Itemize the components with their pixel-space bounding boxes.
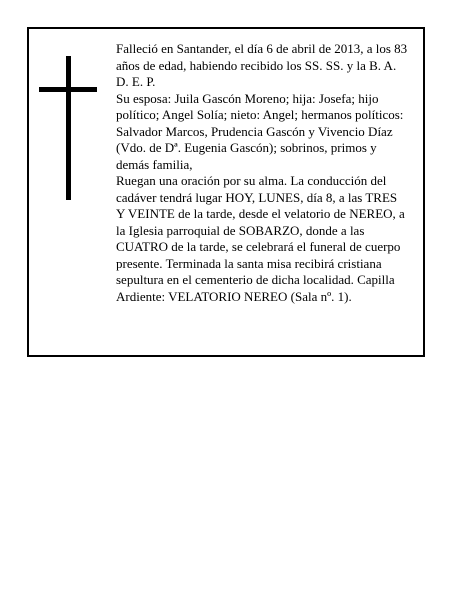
family-list: Su esposa: Juila Gascón Moreno; hija: Josefa; hijo político; Angel Solía; nieto: Angel; hermanos políticos: Salvador Marcos, Prudencia Gascón y Vivencio Díaz (Vdo. de Dª. Eugenia Gascón); sobrinos, primos y demás familia, (116, 90, 404, 172)
cross-icon (39, 56, 97, 200)
cross-horizontal-bar (39, 87, 97, 92)
death-announcement: Falleció en Santander, el día 6 de abril de 2013, a los 83 años de edad, habiendo recibido los SS. SS. y la B. A. D. E. P. (116, 41, 408, 89)
cross-vertical-bar (66, 56, 71, 200)
funeral-details: Ruegan una oración por su alma. La conducción del cadáver tendrá lugar HOY, LUNES, día 8, a las TRES Y VEINTE de la tarde, desde el velatorio de NEREO, a la Iglesia parroquial de SOBARZO, donde a las CUATRO de la tarde, se celebrará el funeral de cuerpo presente. Terminada la santa misa recibirá cristiana sepultura en el cementerio de dicha localidad. Capilla Ardiente: VELATORIO NEREO (Sala nº. 1). (116, 173, 405, 304)
obituary-text (116, 41, 422, 305)
obituary-notice (27, 27, 425, 357)
